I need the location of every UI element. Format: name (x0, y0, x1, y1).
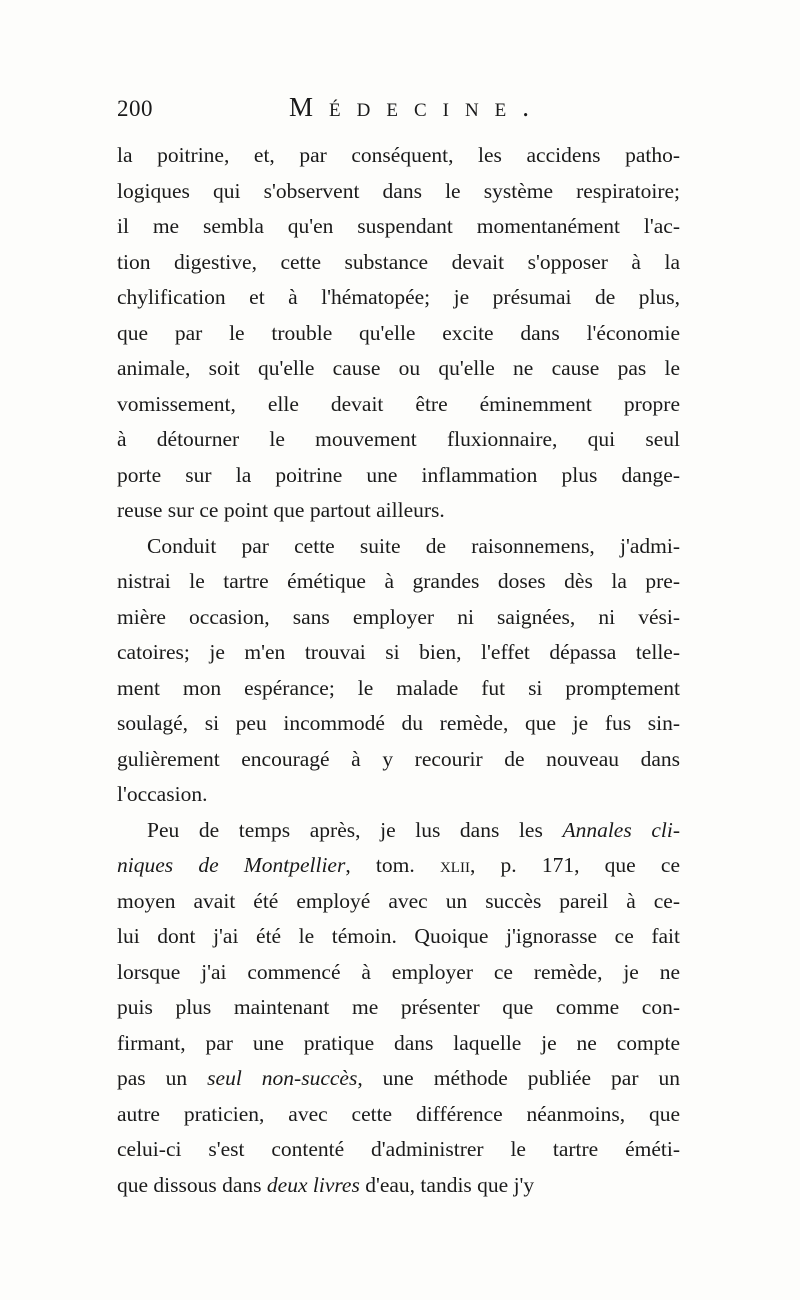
small-caps-text: xlii (439, 853, 470, 877)
text-line: firmant, par une pratique dans laquelle je ne compte (117, 1030, 680, 1055)
text-line: que par le trouble qu'elle excite dans l'économie (117, 320, 680, 345)
italic-text: deux livres (266, 1172, 360, 1197)
text-span: que dissous dans (117, 1172, 267, 1197)
text-line: vomissement, elle devait être éminemment propre (117, 391, 680, 416)
running-title: Médecine. (289, 92, 546, 122)
text-line: mière occasion, sans employer ni saignées, ni vési- (117, 604, 680, 629)
text-span: pas un (117, 1066, 208, 1090)
text-line: catoires; je m'en trouvai si bien, l'effet dépassa telle- (117, 640, 680, 664)
text-line (117, 1061, 680, 1097)
text-line: autre praticien, avec cette différence néanmoins, que (117, 1101, 680, 1126)
text-line: à détourner le mouvement fluxionnaire, qui seul (117, 427, 680, 451)
text-line: Conduit par cette suite de raisonnemens, j'admi- (147, 533, 680, 558)
italic-text: seul non-succès (207, 1066, 358, 1090)
text-line: la poitrine, et, par conséquent, les accidens patho- (117, 143, 680, 167)
text-span: d'eau, tandis que j'y (359, 1172, 535, 1197)
text-line: lorsque j'ai commencé à employer ce remède, je ne (117, 959, 680, 984)
text-line: reuse sur ce point que partout ailleurs. (117, 498, 445, 522)
text-line: il me sembla qu'en suspendant momentanément l'ac- (117, 214, 680, 238)
text-line (117, 848, 680, 884)
text-line: gulièrement encouragé à y recourir de nouveau dans (117, 746, 680, 771)
text-span: , p. 171, que ce (469, 853, 680, 877)
text-line: lui dont j'ai été le témoin. Quoique j'ignorasse ce fait (117, 924, 680, 948)
text-line: logiques qui s'observent dans le système respiratoire; (117, 178, 680, 203)
page-header (117, 92, 680, 132)
text-line (117, 813, 680, 849)
text-line: soulagé, si peu incommodé du remède, que je fus sin- (117, 711, 680, 735)
text-line: ment mon espérance; le malade fut si promptement (117, 675, 680, 700)
text-span: , une méthode publiée par un (357, 1066, 680, 1090)
text-line: l'occasion. (117, 782, 208, 806)
text-line: chylification et à l'hématopée; je présumai de plus, (117, 285, 680, 309)
italic-text: niques de Montpellier (117, 853, 346, 877)
text-line: nistrai le tartre émétique à grandes doses dès la pre- (117, 569, 680, 593)
body-text (117, 138, 680, 1203)
text-line: puis plus maintenant me présenter que comme con- (117, 995, 680, 1019)
text-span: Peu de temps après, je lus dans les (147, 817, 563, 842)
italic-text: Annales cli- (562, 817, 680, 842)
text-line: moyen avait été employé avec un succès pareil à ce- (117, 888, 680, 913)
text-line: celui-ci s'est contenté d'administrer le tartre éméti- (117, 1137, 680, 1161)
text-line: porte sur la poitrine une inflammation plus dange- (117, 462, 680, 487)
text-line (117, 1168, 680, 1204)
page-number: 200 (117, 96, 153, 121)
text-line: animale, soit qu'elle cause ou qu'elle ne cause pas le (117, 356, 680, 380)
text-span: , tom. (345, 853, 440, 877)
text-line: tion digestive, cette substance devait s'opposer à la (117, 249, 680, 274)
